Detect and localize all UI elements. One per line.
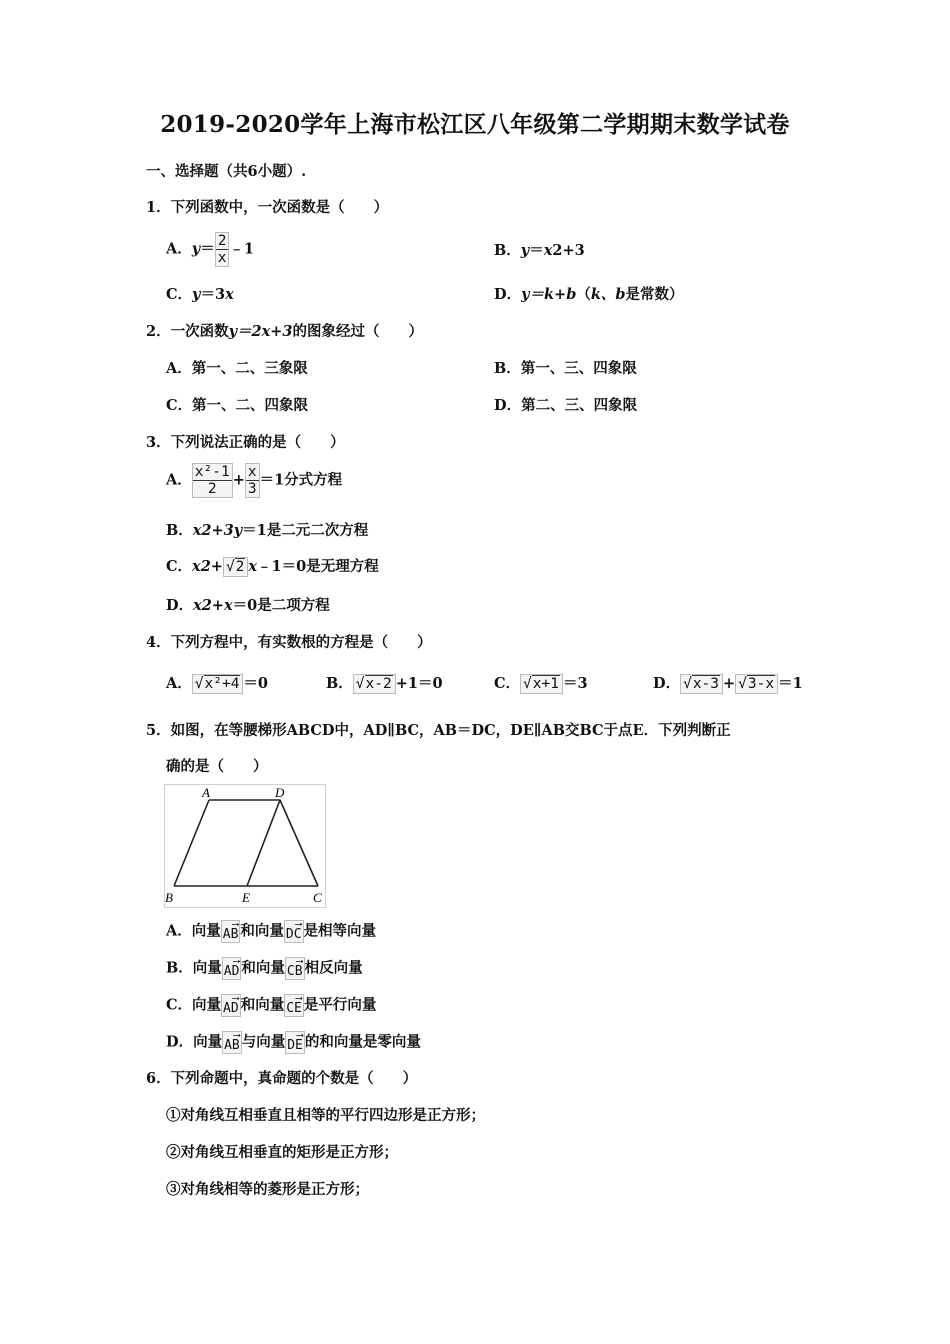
- q1-c-x: x: [225, 286, 234, 303]
- q1-a-prefix: A．: [166, 240, 192, 258]
- q3-a-tail: ＝1分式方程: [259, 471, 343, 489]
- q4-a-prefix: A．: [166, 675, 192, 692]
- q5-a-vector-2: [284, 920, 304, 943]
- q5-b-v1: AD: [223, 964, 240, 979]
- q3-c-rad-body: 2: [235, 559, 245, 575]
- q1-d-note-vars: k、b: [590, 286, 626, 303]
- q2-stem-expr: y＝2x+3: [228, 323, 293, 340]
- q3-a-den2: 3: [247, 481, 257, 497]
- q3-option-b: [166, 522, 368, 540]
- q4-b-prefix: B．: [326, 675, 353, 692]
- q1-option-b: [494, 242, 585, 260]
- q3-c-x: x: [248, 558, 258, 575]
- q1-a-num: 2: [217, 233, 227, 249]
- q2-option-b: B．第一、三、四象限: [494, 360, 637, 377]
- q3-a-fraction-2: [245, 463, 260, 498]
- q1-b-eq: ＝: [529, 242, 544, 259]
- q3-c-expr: x2+: [192, 558, 223, 575]
- q4-option-d: [653, 674, 803, 694]
- q1-d-expr: y＝k+b: [521, 286, 577, 303]
- label-d: D: [275, 785, 285, 800]
- q1-b-prefix: B．: [494, 242, 521, 259]
- q1-a-fraction: [215, 232, 230, 267]
- q4-b-rad-body: x-2: [365, 676, 392, 692]
- q5-d-v2: DE: [287, 1038, 303, 1053]
- q3-b-prefix: B．: [166, 522, 193, 539]
- q6-stem: 6．下列命题中，真命题的个数是（ ）: [146, 1070, 418, 1087]
- q4-b-tail: +1＝0: [395, 675, 443, 692]
- q3-a-num1: x²-1: [194, 464, 230, 480]
- vector-arrow-icon: ⟶: [295, 919, 302, 930]
- q4-d-radical-2: √3-x: [735, 674, 778, 694]
- q3-option-a: [166, 463, 342, 498]
- q5-c-tail: 是平行向量: [303, 996, 377, 1014]
- q2-stem: [146, 323, 423, 341]
- q5-c-v1: AD: [223, 1001, 239, 1016]
- q1-option-a: [166, 232, 254, 267]
- q2-stem-pre: 2．一次函数: [146, 323, 229, 340]
- q4-d-radical-1: √x-3: [680, 674, 723, 694]
- q5-d-vector-1: [222, 1031, 242, 1054]
- q5-d-vector-2: [285, 1031, 305, 1054]
- label-b: B: [165, 890, 173, 905]
- q4-d-tail: ＝1: [778, 675, 803, 692]
- q5-c-vector-1: [221, 994, 241, 1017]
- q3-b-expr: x2+3y: [192, 522, 243, 539]
- q1-a-eq: ＝: [200, 240, 215, 258]
- q3-a-prefix: A．: [166, 471, 192, 489]
- q5-a-mid: 和向量: [240, 922, 284, 940]
- q6-statement-1: ①对角线互相垂直且相等的平行四边形是正方形；: [166, 1107, 485, 1124]
- vector-arrow-icon: ⟶: [232, 993, 239, 1004]
- q3-stem: 3．下列说法正确的是（ ）: [146, 434, 345, 451]
- q1-c-var: y: [192, 286, 201, 303]
- q3-d-tail: ＝0是二项方程: [232, 597, 330, 614]
- q2-stem-post: 的图象经过（ ）: [292, 323, 423, 340]
- q5-b-tail: 相反向量: [304, 959, 363, 977]
- q4-option-c: [494, 674, 588, 694]
- vector-arrow-icon: ⟶: [296, 1030, 303, 1041]
- section-heading: 一、选择题（共6小题）.: [146, 163, 307, 180]
- q5-d-prefix: D．向量: [166, 1033, 223, 1051]
- q1-c-eq: ＝3: [200, 286, 226, 303]
- q4-d-prefix: D．: [653, 675, 681, 692]
- vector-arrow-icon: ⟶: [233, 956, 240, 967]
- q5-stem-line2: 确的是（ ）: [166, 758, 268, 775]
- q1-d-note-open: （: [576, 286, 591, 303]
- q1-d-note: 是常数）: [625, 286, 684, 303]
- q5-b-v2: CB: [286, 964, 303, 979]
- q1-option-c: [166, 286, 234, 304]
- q1-a-tail: ﹣1: [229, 240, 255, 258]
- q1-stem: 1．下列函数中，一次函数是（ ）: [146, 199, 389, 216]
- vector-arrow-icon: ⟶: [295, 993, 302, 1004]
- q5-c-prefix: C．向量: [166, 996, 222, 1014]
- q4-option-a: [166, 674, 268, 694]
- q4-option-b: [326, 674, 443, 694]
- q2-option-d: D．第二、三、四象限: [494, 397, 638, 414]
- q5-a-prefix: A．向量: [166, 922, 221, 940]
- q5-b-mid: 和向量: [241, 959, 285, 977]
- q3-a-den1: 2: [207, 481, 217, 497]
- q1-b-x: x: [543, 242, 553, 259]
- q3-d-expr: x2+x: [193, 597, 233, 614]
- q4-c-tail: ＝3: [562, 675, 588, 692]
- vector-arrow-icon: ⟶: [296, 956, 303, 967]
- q5-option-a: [166, 920, 376, 943]
- q4-c-rad-body: x+1: [532, 676, 559, 692]
- q5-b-vector-1: [222, 957, 242, 980]
- q4-stem: 4．下列方程中，有实数根的方程是（ ）: [146, 634, 432, 651]
- q1-b-tail: 2+3: [552, 242, 585, 259]
- q3-c-radical: √2: [223, 557, 248, 577]
- q5-option-d: [166, 1031, 421, 1054]
- q5-option-c: [166, 994, 376, 1017]
- vector-arrow-icon: ⟶: [232, 919, 239, 930]
- page-title: 2019-2020学年上海市松江区八年级第二学期期末数学试卷: [160, 111, 790, 138]
- q5-d-tail: 的和向量是零向量: [304, 1033, 421, 1051]
- q4-a-radical: √x²+4: [192, 674, 244, 694]
- q4-d-rad-body-2: 3-x: [747, 676, 775, 692]
- q5-d-v1: AB: [224, 1038, 240, 1053]
- q3-d-prefix: D．: [166, 597, 194, 614]
- q3-option-c: [166, 557, 379, 577]
- q5-a-vector-1: [221, 920, 241, 943]
- q4-a-rad-body: x²+4: [204, 676, 240, 692]
- q1-option-d: [494, 286, 684, 304]
- q6-statement-2: ②对角线互相垂直的矩形是正方形；: [166, 1144, 398, 1161]
- q3-b-tail: ＝1是二元二次方程: [242, 522, 369, 539]
- q5-a-v2: DC: [285, 927, 302, 942]
- q3-a-num2: x: [247, 464, 257, 480]
- q1-d-prefix: D．: [494, 286, 522, 303]
- q4-b-radical: √x-2: [353, 674, 396, 694]
- q5-stem-line1: 5．如图，在等腰梯形ABCD中，AD∥BC，AB＝DC，DE∥AB交BC于点E．下列判断正: [146, 722, 731, 739]
- q4-a-tail: ＝0: [243, 675, 269, 692]
- trapezoid-figure: [164, 784, 326, 908]
- q1-c-prefix: C．: [166, 286, 193, 303]
- q5-a-v1: AB: [222, 927, 239, 942]
- q5-d-mid: 与向量: [241, 1033, 286, 1051]
- q1-a-var: y: [191, 240, 201, 258]
- q4-d-rad-body-1: x-3: [692, 676, 720, 692]
- q2-option-c: C．第一、二、四象限: [166, 397, 309, 414]
- q5-option-b: [166, 957, 363, 980]
- q3-option-d: [166, 597, 330, 615]
- label-c: C: [313, 890, 322, 905]
- q4-d-plus: +: [723, 675, 736, 692]
- label-e: E: [242, 890, 250, 905]
- q3-a-plus: +: [232, 471, 245, 489]
- label-a: A: [202, 785, 210, 800]
- q2-option-a: A．第一、二、三象限: [166, 360, 308, 377]
- q3-c-tail: ﹣1＝0是无理方程: [257, 558, 379, 575]
- q5-a-tail: 是相等向量: [303, 922, 377, 940]
- vector-arrow-icon: ⟶: [233, 1030, 240, 1041]
- q3-a-fraction-1: [192, 463, 233, 498]
- q5-c-mid: 和向量: [240, 996, 285, 1014]
- q6-statement-3: ③对角线相等的菱形是正方形；: [166, 1181, 369, 1198]
- q5-c-vector-2: [284, 994, 304, 1017]
- q5-b-vector-2: [285, 957, 305, 980]
- q1-b-var: y: [520, 242, 530, 259]
- q4-c-radical: √x+1: [520, 674, 563, 694]
- q1-a-den: x: [217, 250, 227, 266]
- q4-c-prefix: C．: [494, 675, 521, 692]
- q5-c-v2: CE: [286, 1001, 302, 1016]
- q3-c-prefix: C．: [166, 558, 193, 575]
- q5-b-prefix: B．向量: [166, 959, 222, 977]
